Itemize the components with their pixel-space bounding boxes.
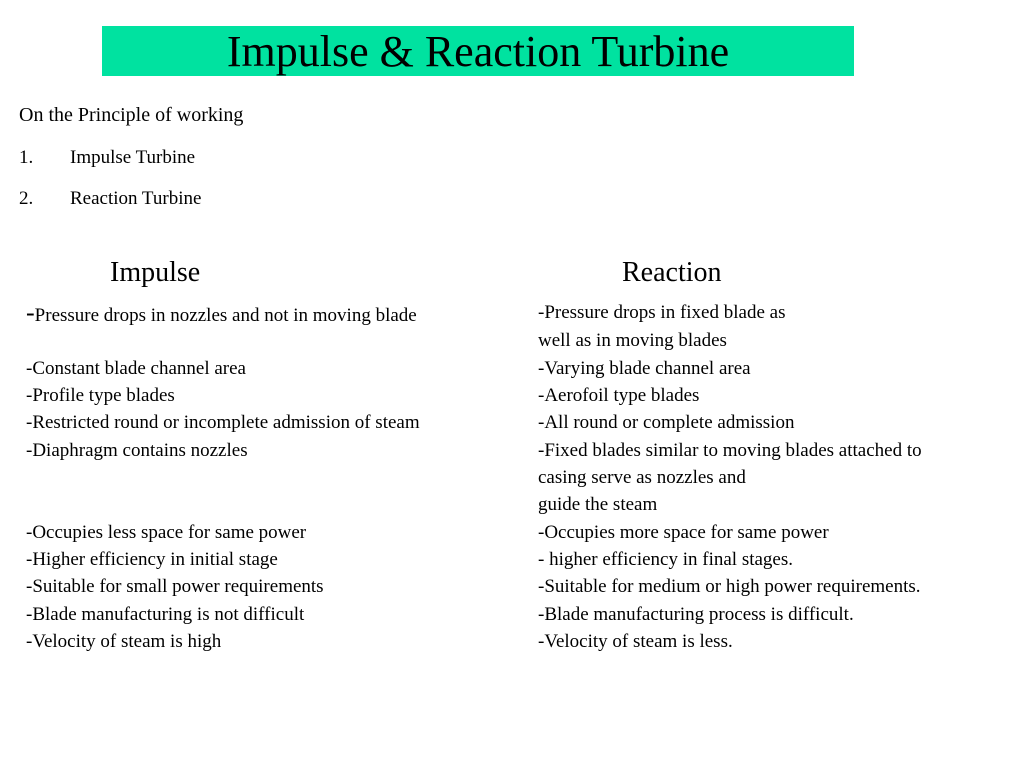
impulse-line: -Velocity of steam is high — [26, 631, 222, 652]
reaction-line: -Suitable for medium or high power requirements. — [538, 576, 921, 597]
impulse-line: -Suitable for small power requirements — [26, 576, 324, 597]
list-number: 1. — [19, 147, 34, 168]
reaction-line: -Blade manufacturing process is difficult. — [538, 604, 854, 625]
reaction-line: -Velocity of steam is less. — [538, 631, 733, 652]
list-label: Impulse Turbine — [70, 147, 196, 168]
impulse-first-dash: - — [26, 298, 35, 327]
reaction-line: -Occupies more space for same power — [538, 522, 829, 543]
intro-text: On the Principle of working — [19, 104, 244, 126]
impulse-heading: Impulse — [110, 257, 201, 288]
reaction-line: guide the steam — [538, 494, 658, 515]
impulse-line: -Blade manufacturing is not difficult — [26, 604, 305, 625]
list-item-impulse — [19, 146, 195, 170]
reaction-line: well as in moving blades — [538, 330, 727, 351]
impulse-line-text: Pressure drops in nozzles and not in moving blade — [34, 305, 417, 326]
impulse-line: -Constant blade channel area — [26, 358, 246, 379]
impulse-line: -Profile type blades — [26, 385, 175, 406]
reaction-line: -Fixed blades similar to moving blades attached to — [538, 440, 922, 461]
reaction-line: -Varying blade channel area — [538, 358, 751, 379]
reaction-line: -Pressure drops in fixed blade as — [538, 302, 786, 323]
list-number: 2. — [19, 188, 34, 209]
page-title: Impulse & Reaction Turbine — [226, 27, 730, 76]
reaction-line: - higher efficiency in final stages. — [538, 549, 793, 570]
reaction-heading: Reaction — [622, 257, 722, 288]
reaction-line: -All round or complete admission — [538, 412, 795, 433]
impulse-line: -Restricted round or incomplete admission of steam — [26, 412, 420, 433]
list-label: Reaction Turbine — [70, 188, 202, 209]
reaction-line: -Aerofoil type blades — [538, 385, 700, 406]
impulse-line — [26, 300, 417, 326]
reaction-line: casing serve as nozzles and — [538, 467, 746, 488]
impulse-line: -Diaphragm contains nozzles — [26, 440, 248, 461]
impulse-line: -Occupies less space for same power — [26, 522, 307, 543]
title-banner — [102, 26, 854, 76]
list-item-reaction — [19, 187, 201, 211]
impulse-line: -Higher efficiency in initial stage — [26, 549, 278, 570]
